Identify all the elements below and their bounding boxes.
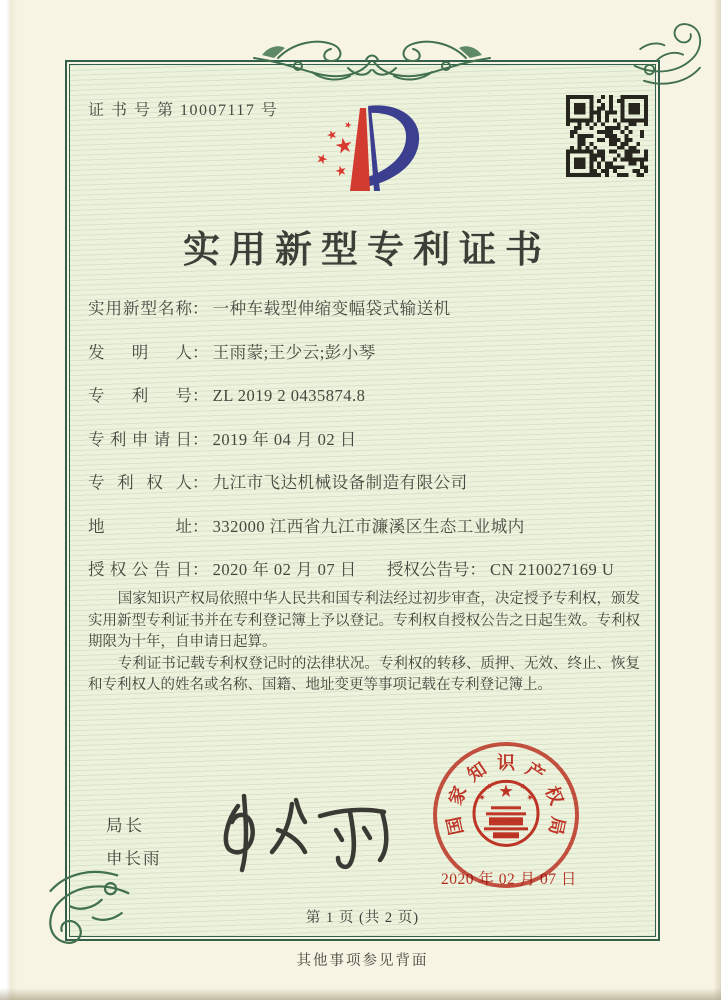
certificate-fields xyxy=(88,299,640,604)
issuer-name: 申长雨 xyxy=(106,849,162,868)
scan-page-edge xyxy=(0,0,18,1000)
field-utility-model-name: 实用新型名称： 一种车载型伸缩变幅袋式输送机 xyxy=(88,299,451,318)
legal-paragraph-2: 专利证书记载专利权登记时的法律状况。专利权的转移、质押、无效、终止、恢复和专利权人的姓名或名称、国籍、地址变更等事项记载在专利登记簿上。 xyxy=(88,655,640,694)
field-value: 2020 年 02 月 07 日 xyxy=(212,560,357,579)
certificate-number: 证 书 号 第 10007117 号 xyxy=(88,102,279,119)
field-value2: CN 210027169 U xyxy=(490,560,615,579)
cnipa-logo xyxy=(298,104,442,206)
field-grant-date-and-number: 授权公告日： 2020 年 02 月 07 日 授权公告号： CN 210027169 U xyxy=(88,560,615,579)
field-inventors: 发明人： 王雨蒙;王少云;彭小琴 xyxy=(88,342,376,362)
field-patent-number: 专利号： ZL 2019 2 0435874.8 xyxy=(88,386,366,405)
field-label: 专利号 xyxy=(88,386,192,405)
handwritten-signature xyxy=(208,792,393,874)
field-label: 专利申请日 xyxy=(88,429,192,449)
page-number: 第 1 页 (共 2 页) xyxy=(305,910,420,926)
field-label: 专利权人 xyxy=(88,473,192,492)
national-emblem-icon xyxy=(469,771,543,855)
seal-arc-char: 产 xyxy=(522,758,549,786)
field-label: 授权公告日 xyxy=(88,560,192,579)
field-value: 一种车载型伸缩变幅袋式输送机 xyxy=(212,299,451,318)
field-value: 2019 年 04 月 02 日 xyxy=(212,429,357,449)
seal-date: 2020 年 02 月 07 日 xyxy=(441,871,577,888)
seal-arc-char: 家 xyxy=(445,783,471,808)
scroll-ornament-top-right xyxy=(626,8,716,92)
field-value: 王雨蒙;王少云;彭小琴 xyxy=(212,342,376,362)
field-label2: 授权公告号 xyxy=(386,560,470,579)
field-label: 发明人 xyxy=(88,342,192,362)
certificate-title: 实用新型专利证书 xyxy=(183,230,551,271)
seal-arc-char: 识 xyxy=(497,753,515,773)
seal-arc-char: 局 xyxy=(545,814,569,837)
dragon-ornament-top-center xyxy=(252,28,492,86)
field-patentee: 专利权人： 九江市飞达机械设备制造有限公司 xyxy=(88,473,468,492)
field-label: 地址 xyxy=(88,516,192,536)
seal-arc-char: 国 xyxy=(443,814,467,837)
seal-arc-char: 知 xyxy=(463,758,490,786)
see-back-note: 其他事项参见背面 xyxy=(296,953,429,969)
field-value: 九江市飞达机械设备制造有限公司 xyxy=(212,473,468,492)
field-filing-date: 专利申请日： 2019 年 04 月 02 日 xyxy=(88,429,357,449)
qr-code xyxy=(566,95,648,177)
scan-bottom-shadow xyxy=(0,988,721,1000)
field-value: ZL 2019 2 0435874.8 xyxy=(212,386,366,405)
field-label: 实用新型名称 xyxy=(88,299,192,318)
field-address: 地址： 332000 江西省九江市濂溪区生态工业城内 xyxy=(88,516,525,536)
scan-right-shadow xyxy=(713,0,721,1000)
legal-paragraph-1: 国家知识产权局依照中华人民共和国专利法经过初步审查，决定授予专利权，颁发实用新型专利证书并在专利登记簿上予以登记。专利权自授权公告之日起生效。专利权期限为十年，自申请日起算。 xyxy=(88,591,640,651)
field-value: 332000 江西省九江市濂溪区生态工业城内 xyxy=(212,516,525,536)
issuer-post: 局长 xyxy=(106,816,145,835)
legal-text xyxy=(88,589,640,697)
seal-arc-char: 权 xyxy=(541,783,567,808)
